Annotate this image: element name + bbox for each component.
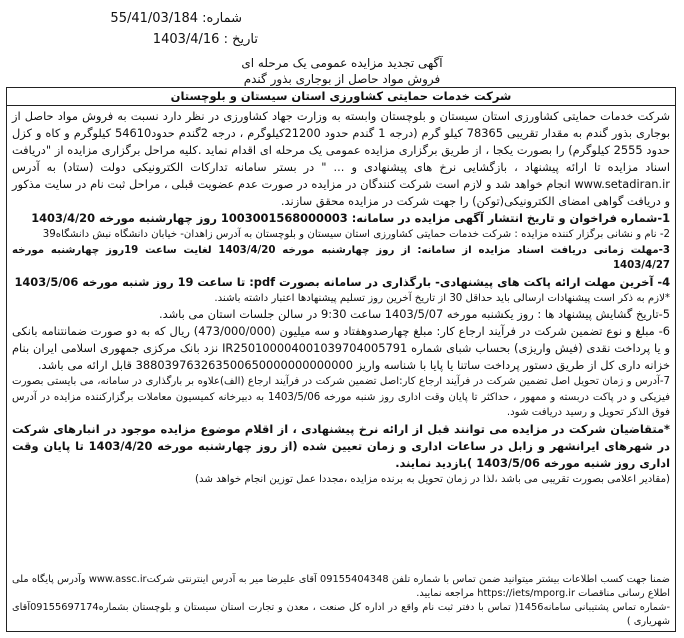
item-submission-deadline: 4- آخرین مهلت ارائه پاکت های پیشنهادی- بارگذاری در سامانه بصورت pdf: تا ساعت 19 روز شنبه مورخه 1403/5/06 bbox=[14, 274, 670, 289]
notice-subtitle: فروش مواد حاصل از بوجاری بذور گندم bbox=[243, 72, 441, 86]
intro-paragraph: شرکت خدمات حمایتی کشاورزی استان سیستان و بلوچستان وابسته به وزارت جهاد کشاورزی در نظر دارد نسبت به فروش مواد حاصل از بوجاری بذور گندم به مقدار تقریبی 78365 کیلو گرم (درجه 1 گندم حدود 21200کیلوگرم ، درجه 2گندم حدود54610 کیلوگرم و کاه و کزل حدود 2555 کیلوگرم) را بصورت یکجا ، از طریق برگزاری مزایده عمومی یک مرحله ای اقدام نماید .کلیه مراحل برگزاری مزایده از "دریافت اسناد مزایده تا ارائه پیشنهاد ، بازگشایی نرخ های پیشنهادی و ... " در بستر سامانه تدارکات الکترونیکی دولت (ستاد) به آدرس www.setadiran.ir انجام خواهد شد و لازم است شرکت کنندگان در مزایده در صورت عدم عضویت قبلی ، مراحل ثبت نام در سایت مذکور و دریافت گواهی امضای الکترونیکی(توکن) را جهت شرکت در مزایده محقق سازند. bbox=[12, 109, 670, 208]
item-guarantee: 6- مبلغ و نوع تضمین شرکت در فرآیند ارجاع کار: مبلغ چهارصدوهفتاد و سه میلیون (473/000/000) ریال که به دو صورت ضمانتنامه بانکی و یا پرداخت نقدی (فیش واریزی) بحساب شبای شماره IR250100004001039704005791 نزد بانک مرکزی جمهوری اسلامی ایران بنام خزانه داری کل از طریق دستور پرداخت ساتنا یا پایا با شناسه واریز 388039763263500650000000000000 قابل ارائه می باشد. bbox=[12, 324, 670, 372]
date-value: 1403/4/16 bbox=[152, 32, 220, 47]
item-validity-note: *لازم به ذکر است پیشنهادات ارسالی باید حداقل 30 از تاریخ آخرین روز تسلیم پیشنهادها اعتبار داشته باشند. bbox=[214, 292, 670, 304]
item-inspection-note: *متقاضیان شرکت در مزایده می توانند قبل از ارائه نرخ پیشنهادی ، از اقلام موضوع مزایده موجود در انبارهای شرکت در شهرهای ایرانشهر و زابل در ساعات اداری و زمان تعیین شده (از روز چهارشنبه مورخه 1403/4/20 تا پایان وقت اداری روز شنبه مورخه 1403/5/06 )بازدید نمایند. bbox=[12, 421, 670, 470]
organization-heading: شرکت خدمات حمایتی کشاورزی استان سیستان و بلوچستان bbox=[7, 88, 675, 106]
item-call-number: 1-شماره فراخوان و تاریخ انتشار آگهی مزایده در سامانه: 1003001568000003 روز چهارشنبه مورخه 1403/4/20 bbox=[31, 211, 670, 225]
item-opening-date: 5-تاریخ گشایش پیشنهاد ها : روز یکشنبه مورخه 1403/5/07 ساعت 9:30 در سالن جلسات استان می باشد. bbox=[158, 307, 670, 321]
notice-box bbox=[6, 87, 676, 632]
item-document-deadline: 3-مهلت زمانی دریافت اسناد مزایده از سامانه: از روز چهارشنبه مورخه 1403/4/20 لغایت ساعت 19روز چهارشنبه مورخه 1403/4/27 bbox=[12, 244, 671, 271]
item-organizer-address: 2- نام و نشانی برگزار کننده مزایده : شرکت خدمات حمایتی کشاورزی استان سیستان و بلوچستان به آدرس زاهدان- خیابان دانشگاه نبش دانشگاه39 bbox=[42, 229, 670, 240]
notice-title: آگهی تجدید مزایده عمومی یک مرحله ای bbox=[241, 56, 443, 70]
date-line bbox=[153, 31, 258, 49]
footer-support: -شماره تماس پشتیبانی سامانه1456( تماس با دفتر ثبت نام واقع در اداره کل صنعت ، معدن و تجارت استان سیستان و بلوچستان بشماره09155697174آقای شهریاری ) bbox=[12, 602, 670, 627]
item-weighing-note: (مقادیر اعلامی بصورت تقریبی می باشد ،لذا در زمان تحویل به برنده مزایده ،مجددا عمل توزین انجام خواهد شد) bbox=[195, 473, 670, 485]
reference-number-value: 55/41/03/184 bbox=[110, 11, 199, 26]
item-guarantee-delivery: 7-آدرس و زمان تحویل اصل تضمین شرکت در فرآیند ارجاع کار:اصل تضمین شرکت در فرآیند ارجاع (الف)علاوه بر بارگذاری در سامانه، می بایستی بصورت فیزیکی و در پاکت دربسته و ممهور ، حداکثر تا پایان وقت اداری روز شنبه مورخه 1403/5/06 به دبیرخانه کمیسیون معاملات برگزارکننده مزایده در آدرس فوق الذکر تحویل و رسید دریافت شود. bbox=[12, 376, 670, 418]
reference-number-line bbox=[110, 10, 242, 28]
reference-number-label: شماره: bbox=[202, 11, 242, 26]
date-label: تاریخ : bbox=[223, 32, 258, 47]
notice-footer bbox=[7, 573, 675, 629]
footer-contact: ضمنا جهت کسب اطلاعات بیشتر میتوانید ضمن تماس با شماره تلفن 09155404348 آقای علیرضا میر به آدرس اینترنتی شرکتwww.assc.ir وآدرس پایگاه ملی اطلاع رسانی مناقصات https://iets/mporg.ir مراجعه نمایید. bbox=[12, 574, 670, 599]
notice-body bbox=[7, 106, 675, 487]
